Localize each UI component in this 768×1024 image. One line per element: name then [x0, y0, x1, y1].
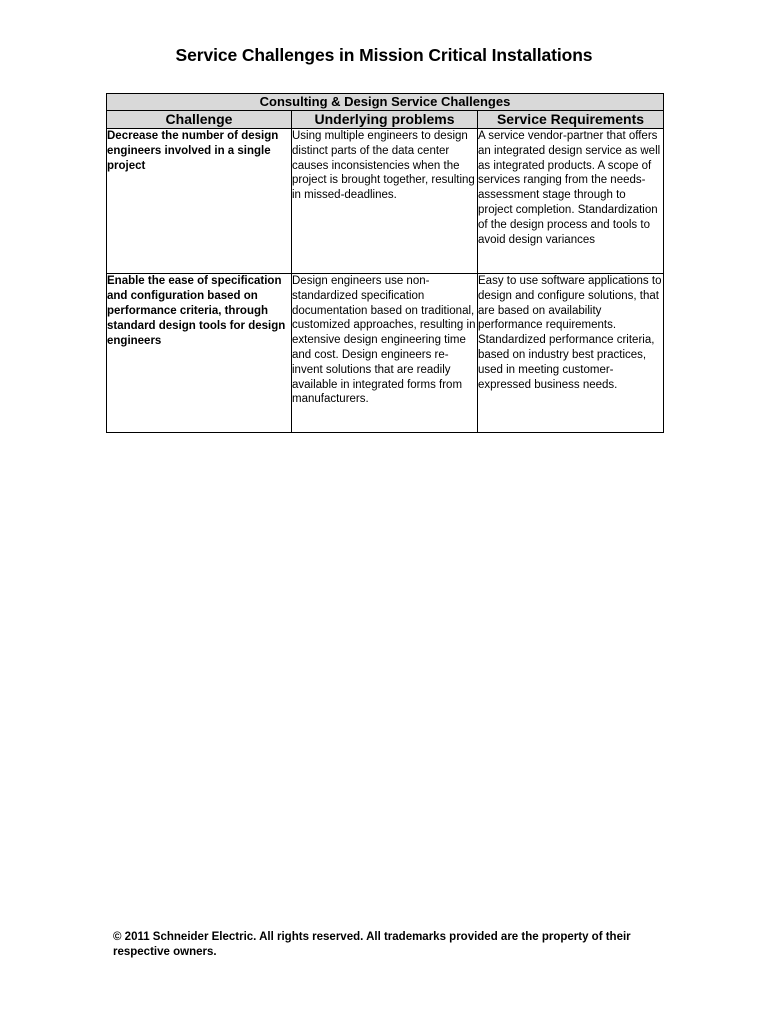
- table-caption-row: [107, 94, 664, 111]
- requirements-cell: A service vendor-partner that offers an integrated design service as well as integrated products. A scope of services ranging from the needs-assessment stage through to project completion. Standardization of the design process and tools to avoid design variances: [478, 129, 664, 274]
- problems-cell: Design engineers use non-standardized specification documentation based on traditional, customized approaches, resulting in extensive design engineering time and cost. Design engineers re-invent solutions that are readily available in integrated forms from manufacturers.: [292, 274, 478, 433]
- header-underlying-problems: Underlying problems: [292, 111, 478, 129]
- challenge-cell: Enable the ease of specification and configuration based on performance criteria, through standard design tools for design engineers: [107, 274, 292, 433]
- service-challenges-table: [106, 93, 664, 433]
- header-challenge: Challenge: [107, 111, 292, 129]
- table-row: [107, 274, 664, 433]
- table-caption: Consulting & Design Service Challenges: [107, 94, 664, 111]
- table-row: [107, 129, 664, 274]
- challenge-cell: Decrease the number of design engineers involved in a single project: [107, 129, 292, 274]
- requirements-cell: Easy to use software applications to design and configure solutions, that are based on availability performance requirements. Standardized performance criteria, based on industry best practices, used in meeting customer-expressed business needs.: [478, 274, 664, 433]
- header-service-requirements: Service Requirements: [478, 111, 664, 129]
- table-header-row: [107, 111, 664, 129]
- copyright-footer: © 2011 Schneider Electric. All rights reserved. All trademarks provided are the property of their respective owners.: [113, 931, 631, 958]
- problems-cell: Using multiple engineers to design distinct parts of the data center causes inconsistencies when the project is brought together, resulting in missed-deadlines.: [292, 129, 478, 274]
- page-title: Service Challenges in Mission Critical Installations: [175, 45, 593, 65]
